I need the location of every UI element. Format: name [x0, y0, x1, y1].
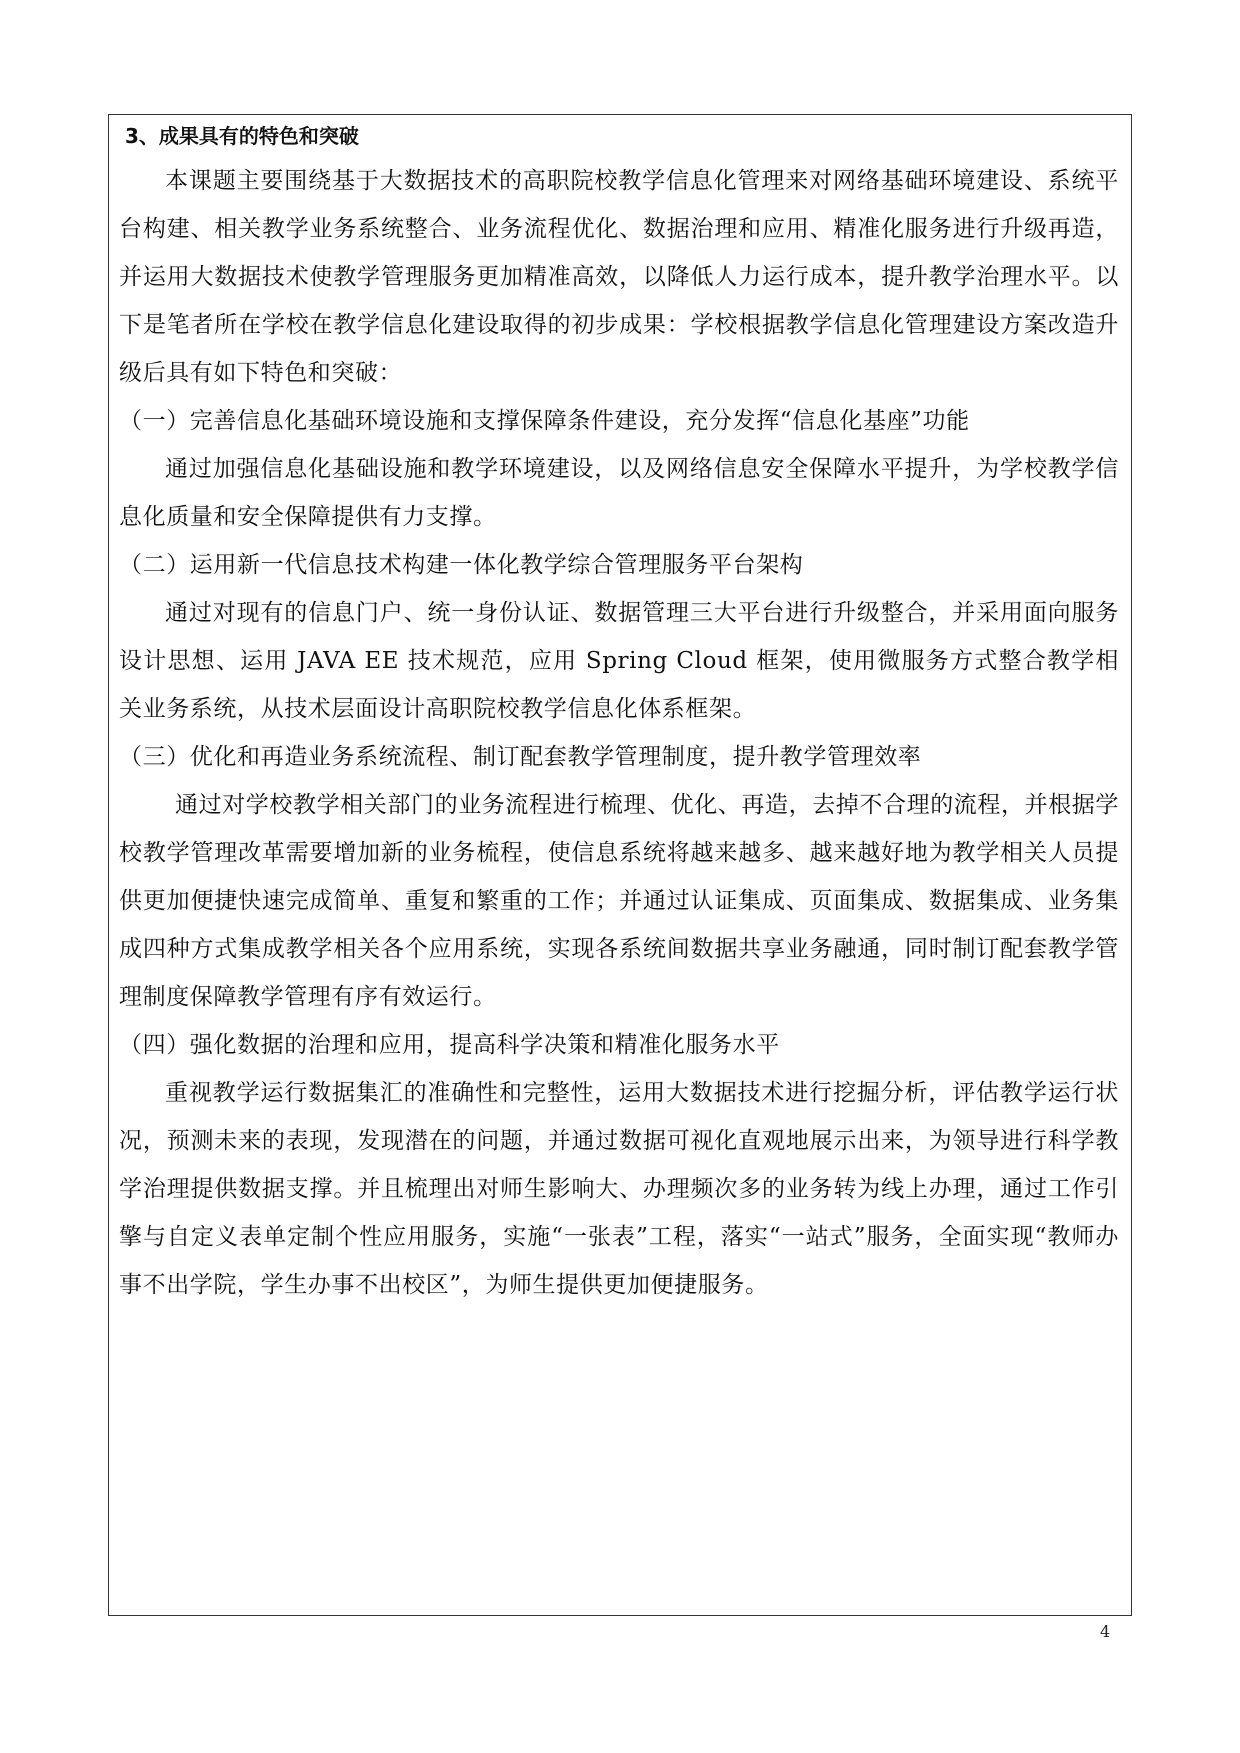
subheading-1: （一）完善信息化基础环境设施和支撑保障条件建设，充分发挥“信息化基座”功能: [119, 408, 970, 434]
subheading-3: （三）优化和再造业务系统流程、制订配套教学管理制度，提升教学管理效率: [119, 744, 922, 770]
paragraph-3: 通过对学校教学相关部门的业务流程进行梳理、优化、再造，去掉不合理的流程，并根据学校教学管理改革需要增加新的业务梳程，使信息系统将越来越多、越来越好地为教学相关人员提供更加便捷快速完成简单、重复和繁重的工作；并通过认证集成、页面集成、数据集成、业务集成四种方式集成教学相关各个应用系统，实现各系统间数据共享业务融通，同时制订配套教学管理制度保障教学管理有序有效运行。: [119, 792, 1119, 1010]
paragraph-2: 通过对现有的信息门户、统一身份认证、数据管理三大平台进行升级整合，并采用面向服务设计思想、运用 JAVA EE 技术规范，应用 Spring Cloud 框架，使用微服务方式整合教学相关业务系统，从技术层面设计高职院校教学信息化体系框架。: [119, 600, 1119, 722]
paragraph-4: 重视教学运行数据集汇的准确性和完整性，运用大数据技术进行挖掘分析，评估教学运行状况，预测未来的表现，发现潜在的问题，并通过数据可视化直观地展示出来，为领导进行科学教学治理提供数据支撑。并且梳理出对师生影响大、办理频次多的业务转为线上办理，通过工作引擎与自定义表单定制个性应用服务，实施“一张表”工程，落实“一站式”服务，全面实现“教师办事不出学院，学生办事不出校区”，为师生提供更加便捷服务。: [119, 1080, 1119, 1298]
paragraph-1: 通过加强信息化基础设施和教学环境建设，以及网络信息安全保障水平提升，为学校教学信息化质量和安全保障提供有力支撑。: [119, 456, 1119, 530]
intro-paragraph: 本课题主要围绕基于大数据技术的高职院校教学信息化管理来对网络基础环境建设、系统平台构建、相关教学业务系统整合、业务流程优化、数据治理和应用、精准化服务进行升级再造，并运用大数据技术使教学管理服务更加精准高效，以降低人力运行成本，提升教学治理水平。以下是笔者所在学校在教学信息化建设取得的初步成果：学校根据教学信息化管理建设方案改造升级后具有如下特色和突破：: [119, 168, 1119, 386]
section-title: 3、成果具有的特色和突破: [125, 124, 359, 148]
subheading-4: （四）强化数据的治理和应用，提高科学决策和精准化服务水平: [119, 1032, 780, 1058]
subheading-2: （二）运用新一代信息技术构建一体化教学综合管理服务平台架构: [119, 552, 804, 578]
page-number: 4: [1100, 1622, 1111, 1641]
document-body: [119, 121, 1119, 1309]
content-frame: [108, 114, 1132, 1616]
